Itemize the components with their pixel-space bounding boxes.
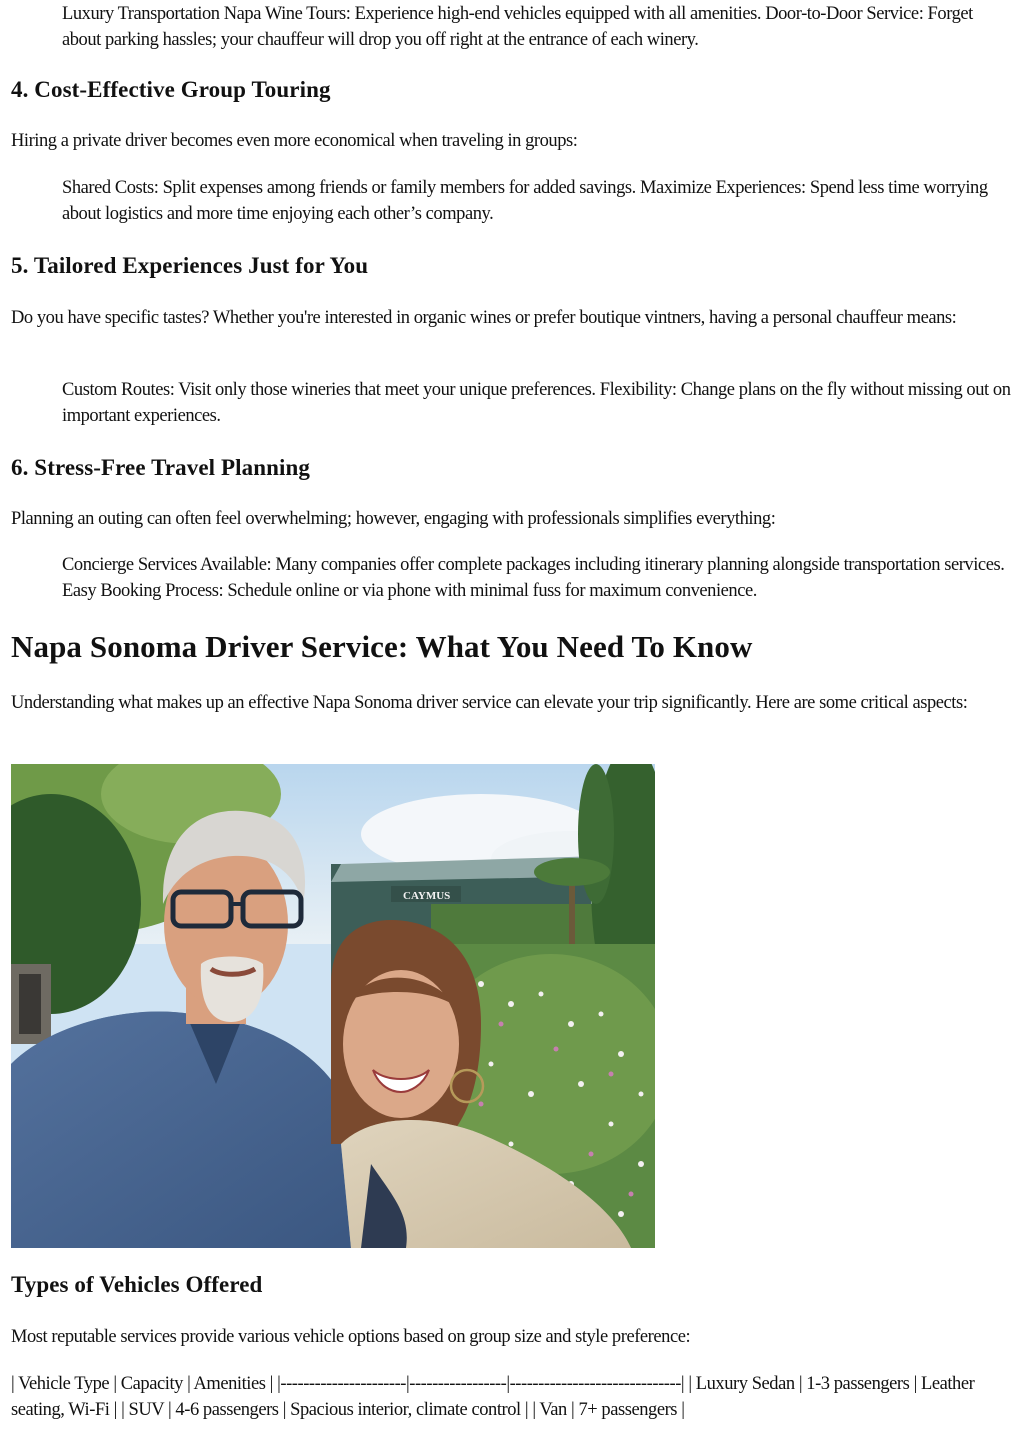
main-paragraph: Understanding what makes up an effective Napa Sonoma driver service can elevate your trip significantly. Here are some critical aspects: <box>11 693 968 713</box>
winery-sign-text: CAYMUS <box>403 890 451 902</box>
vehicles-table-text: | Vehicle Type | Capacity | Amenities | |----------------------|-----------------|------------------------------| | Luxury Sedan | 1-3 passengers | Leather seating, Wi-Fi | | SUV | 4-6 passengers | Spacious interior, climate control | | Van | 7+ passengers | <box>11 1374 975 1420</box>
main-heading: Napa Sonoma Driver Service: What You Need To Know <box>11 629 753 664</box>
section-4-list-item: Shared Costs: Split expenses among friends or family members for added savings. Maximize Experiences: Spend less time worrying about logistics and more time enjoying each other’s company. <box>62 178 988 224</box>
vehicles-heading: Types of Vehicles Offered <box>11 1272 263 1297</box>
section-4-heading: 4. Cost-Effective Group Touring <box>11 77 331 102</box>
vehicles-paragraph: Most reputable services provide various vehicle options based on group size and style preference: <box>11 1327 691 1347</box>
section-6-heading: 6. Stress-Free Travel Planning <box>11 455 311 480</box>
couple-selfie-photo <box>11 764 655 1248</box>
section-5-heading: 5. Tailored Experiences Just for You <box>11 253 369 278</box>
section-5-list-item: Custom Routes: Visit only those wineries that meet your unique preferences. Flexibility: Change plans on the fly without missing out on important experiences. <box>62 380 1011 426</box>
section-6-list-item: Concierge Services Available: Many companies offer complete packages including itinerary planning alongside transportation services. Easy Booking Process: Schedule online or via phone with minimal fuss for maximum convenience. <box>62 555 1005 601</box>
intro-list-item: Luxury Transportation Napa Wine Tours: Experience high-end vehicles equipped with all amenities. Door-to-Door Service: Forget about parking hassles; your chauffeur will drop you off right at the entrance of each winery. <box>62 4 973 50</box>
section-5-paragraph: Do you have specific tastes? Whether you're interested in organic wines or prefer boutique vintners, having a personal chauffeur means: <box>11 308 957 328</box>
section-6-paragraph: Planning an outing can often feel overwhelming; however, engaging with professionals simplifies everything: <box>11 509 776 529</box>
section-4-paragraph: Hiring a private driver becomes even more economical when traveling in groups: <box>11 131 578 151</box>
